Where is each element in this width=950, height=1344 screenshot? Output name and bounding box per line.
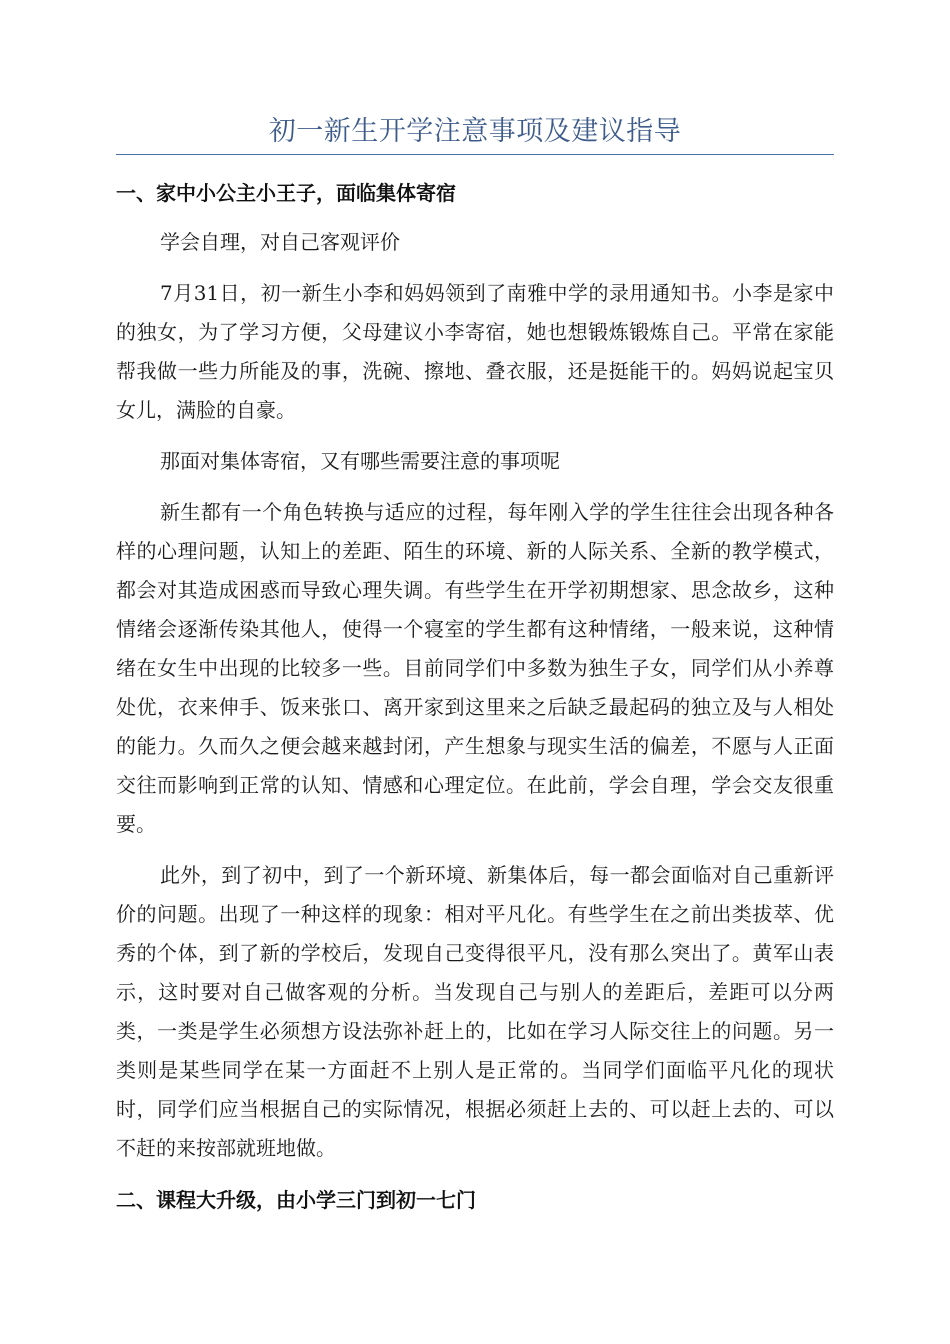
section-heading-1: 一、家中小公主小王子，面临集体寄宿: [116, 181, 456, 205]
document-body: [116, 173, 834, 1230]
paragraph: 7月31日，初一新生小李和妈妈领到了南雅中学的录用通知书。小李是家中的独女，为了学习方便，父母建议小李寄宿，她也想锻炼锻炼自己。平常在家能帮我做一些力所能及的事，洗碗、擦地、叠衣服，还是挺能干的。妈妈说起宝贝女儿，满脸的自豪。: [116, 281, 834, 422]
paragraph-question: 那面对集体寄宿，又有哪些需要注意的事项呢: [160, 449, 560, 473]
paragraph: 新生都有一个角色转换与适应的过程，每年刚入学的学生往往会出现各种各样的心理问题，认知上的差距、陌生的环境、新的人际关系、全新的教学模式，都会对其造成困惑而导致心理失调。有些学生在开学初期想家、思念故乡，这种情绪会逐渐传染其他人，使得一个寝室的学生都有这种情绪，一般来说，这种情绪在女生中出现的比较多一些。目前同学们中多数为独生子女，同学们从小养尊处优，衣来伸手、饭来张口、离开家到这里来之后缺乏最起码的独立及与人相处的能力。久而久之便会越来越封闭，产生想象与现实生活的偏差，不愿与人正面交往而影响到正常的认知、情感和心理定位。在此前，学会自理，学会交友很重要。: [116, 500, 834, 836]
title-underline: [116, 154, 834, 155]
paragraph-subtitle: 学会自理，对自己客观评价: [160, 230, 400, 254]
paragraph: 此外，到了初中，到了一个新环境、新集体后，每一都会面临对自己重新评价的问题。出现了一种这样的现象：相对平凡化。有些学生在之前出类拔萃、优秀的个体，到了新的学校后，发现自己变得很平凡，没有那么突出了。黄军山表示，这时要对自己做客观的分析。当发现自己与别人的差距后，差距可以分两类，一类是学生必须想方设法弥补赶上的，比如在学习人际交往上的问题。另一类则是某些同学在某一方面赶不上别人是正常的。当同学们面临平凡化的现状时，同学们应当根据自己的实际情况，根据必须赶上去的、可以赶上去的、可以不赶的来按部就班地做。: [116, 863, 834, 1160]
document-title: 初一新生开学注意事项及建议指导: [268, 116, 682, 147]
section-heading-2: 二、课程大升级，由小学三门到初一七门: [116, 1188, 476, 1212]
